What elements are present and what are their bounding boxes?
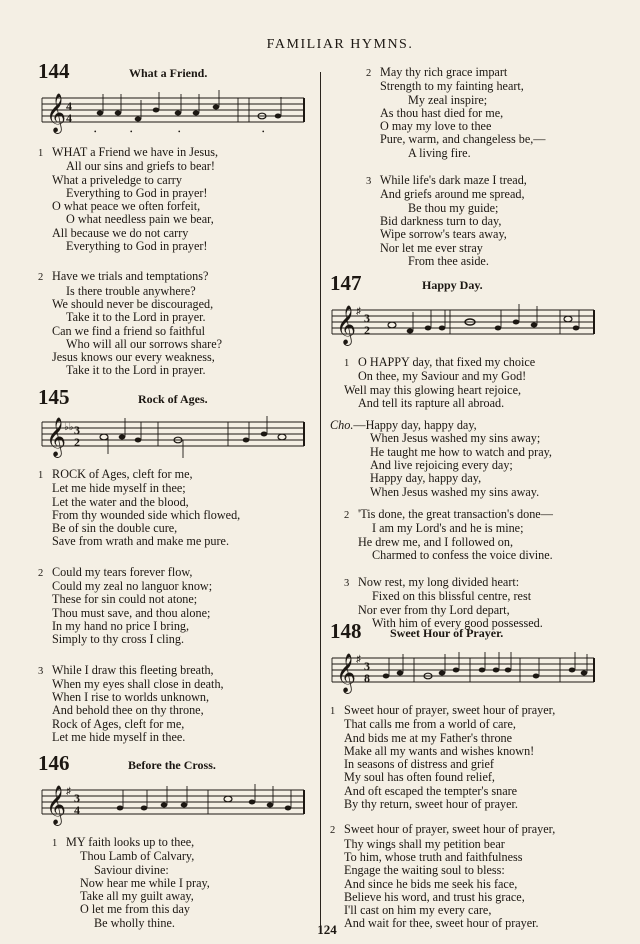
hymn-144 (38, 60, 314, 378)
hymn-148 (330, 620, 620, 931)
page-number: 124 (317, 922, 337, 937)
music-staff (38, 88, 308, 136)
hymn-146-continued (330, 66, 620, 268)
verse-2: 2 'Tis done, the great transaction's done— I am my Lord's and he is mine; He drew me, and I followed on, Charmed to confess the voice divine. (344, 506, 553, 562)
chorus: Cho.—Happy day, happy day, When Jesus washed my sins away; He taught me how to watch and pray, And live rejoicing every day; Happy day, happy day, When Jesus washed my sins away. (330, 418, 552, 499)
music-staff (330, 300, 598, 346)
hymn-number: 147 (330, 271, 362, 295)
svg-text:𝄞: 𝄞 (336, 307, 357, 344)
verse-2: 2 Have we trials and temptations? Is there trouble anywhere? We should never be discouraged, Take it to the Lord in prayer. Can we find a friend so faithful Who will all our sorrows share? Jesus knows our every weakness, Take it to the Lord in prayer. (38, 269, 223, 378)
svg-text:𝄞: 𝄞 (336, 655, 357, 692)
verse-2: 2 Sweet hour of prayer, sweet hour of prayer, Thy wings shall my petition bear To him, whose truth and faithfulness Engage the waiting soul to bless: And since he bids me seek his face, Believe his word, and trust his grace, I'll cast on him my every care, And wait for thee, sweet hour of prayer. (330, 822, 556, 931)
hymn-title: Sweet Hour of Prayer. (390, 626, 504, 640)
svg-text:2: 2 (74, 435, 80, 449)
hymn-number: 148 (330, 619, 362, 643)
hymn-146 (38, 752, 314, 930)
hymn-147 (330, 272, 620, 630)
verse-3: 3 While I draw this fleeting breath, When my eyes shall close in death, When I rise to worlds unknown, And behold thee on thy throne, Rock of Ages, cleft for me, Let me hide myself in thee. (38, 662, 224, 745)
verse-2: 2 Could my tears forever flow, Could my zeal no languor know; These for sin could not atone; Thou must save, and thou alone; In my hand no price I bring, Simply to thy cross I cling. (38, 564, 213, 647)
verse-1: 1 O HAPPY day, that fixed my choice On thee, my Saviour and my God! Well may this glowing heart rejoice, And tell its rapture all abroad. (344, 355, 536, 410)
svg-text:♯: ♯ (356, 654, 361, 665)
svg-text:3: 3 (364, 659, 370, 673)
svg-text:3: 3 (364, 311, 370, 325)
hymn-number: 144 (38, 59, 70, 83)
verse-3: 3 While life's dark maze I tread, And griefs around me spread, Be thou my guide; Bid darkness turn to day, Wipe sorrow's tears away, Nor let me ever stray From thee aside. (366, 173, 527, 268)
hymn-number: 146 (38, 751, 70, 775)
hymn-number: 145 (38, 385, 70, 409)
svg-text:4: 4 (74, 803, 80, 817)
running-head: FAMILIAR HYMNS. (266, 37, 414, 52)
verse-2: 2 May thy rich grace impart Strength to my fainting heart, My zeal inspire; As thou hast died for me, O may my love to thee Pure, warm, and changeless be,— A living fire. (366, 65, 546, 160)
svg-text:4: 4 (66, 99, 72, 113)
svg-text:♯: ♯ (356, 306, 361, 317)
music-staff (38, 780, 308, 826)
verse-1: 1 WHAT a Friend we have in Jesus, All our sins and griefs to bear! What a priveledge to carry Everything to God in prayer! O what peace we often forfeit, O what needless pain we bear, All because we do not carry Everything to God in prayer! (38, 145, 219, 254)
verse-1: 1 MY faith looks up to thee, Thou Lamb of Calvary, Saviour divine: Now hear me while I pray, Take all my guilt away, O let me from this day Be wholly thine. (52, 835, 210, 930)
verse-1: 1 ROCK of Ages, cleft for me, Let me hide myself in thee; Let the water and the blood, From thy wounded side which flowed, Be of sin the double cure, Save from wrath and make me pure. (38, 467, 241, 549)
svg-text:𝄞: 𝄞 (46, 95, 67, 132)
music-staff (38, 414, 308, 458)
hymn-title: Rock of Ages. (138, 392, 208, 406)
svg-text:♭♭: ♭♭ (64, 422, 74, 433)
hymn-title: Happy Day. (422, 278, 483, 292)
hymn-header (38, 752, 314, 776)
svg-text:•: • (130, 128, 133, 136)
column-divider (320, 72, 321, 930)
hymn-145 (38, 386, 314, 744)
svg-text:•: • (94, 128, 97, 136)
svg-text:4: 4 (66, 111, 72, 125)
hymn-header (330, 272, 620, 296)
svg-text:♯: ♯ (66, 786, 71, 797)
svg-text:•: • (178, 128, 181, 136)
svg-text:3: 3 (74, 423, 80, 437)
hymn-header (38, 60, 314, 84)
hymn-title: Before the Cross. (128, 758, 216, 772)
svg-text:2: 2 (364, 323, 370, 337)
hymn-header (330, 620, 620, 644)
music-staff (330, 648, 598, 694)
hymn-header (38, 386, 314, 410)
svg-text:3: 3 (74, 791, 80, 805)
hymn-title: What a Friend. (129, 66, 208, 80)
verse-3: 3 Now rest, my long divided heart: Fixed on this blissful centre, rest Nor ever from thy Lord depart, With him of every good possessed. (344, 575, 543, 631)
svg-text:𝄞: 𝄞 (46, 787, 67, 824)
svg-text:𝄞: 𝄞 (46, 419, 67, 456)
svg-text:•: • (262, 128, 265, 136)
svg-text:8: 8 (364, 671, 370, 685)
verse-1: 1 Sweet hour of prayer, sweet hour of prayer, That calls me from a world of care, And bids me at my Father's throne Make all my wants and wishes known! In seasons of distress and grief My soul has often found relief, And oft escaped the tempter's snare By thy return, sweet hour of prayer. (330, 703, 556, 812)
